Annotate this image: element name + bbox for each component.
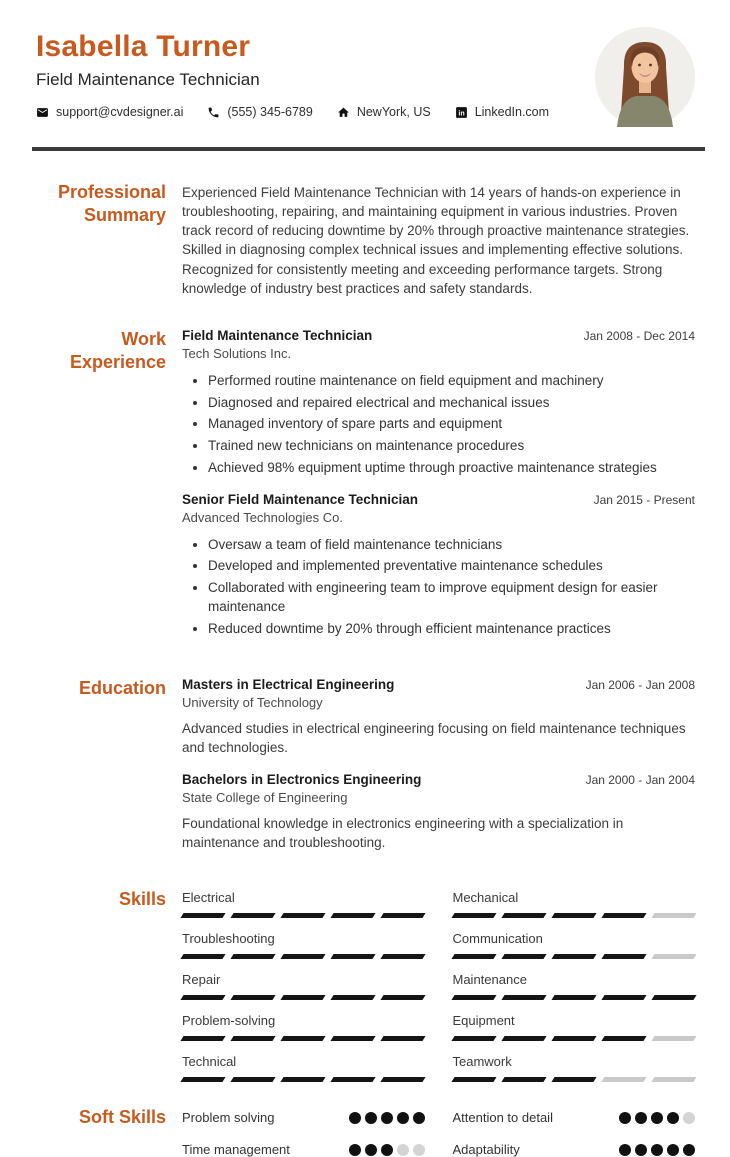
skill-item: [453, 1013, 696, 1041]
job-company: Tech Solutions Inc.: [182, 345, 292, 361]
job-bullet: • Managed inventory of spare parts and equipment: [208, 414, 695, 433]
skill-item: [453, 931, 696, 959]
bar-segment: [551, 913, 596, 918]
bar-segment: [551, 1036, 596, 1041]
summary-body: [182, 181, 695, 298]
skill-item: [453, 1054, 696, 1082]
rating-dot: [635, 1144, 647, 1156]
job-bullet: • Performed routine maintenance on field equipment and machinery: [208, 371, 695, 390]
job-bullet: • Oversaw a team of field maintenance technicians: [208, 535, 695, 554]
soft-skills-grid: [182, 1110, 695, 1157]
skills-column-2: [453, 890, 696, 1082]
bar-segment: [451, 1077, 496, 1082]
soft-skills-column-2: [453, 1110, 696, 1157]
linkedin-icon: [455, 106, 468, 119]
soft-skill-dots: [619, 1112, 695, 1124]
bar-segment: [651, 954, 696, 959]
education-entry: [182, 677, 695, 757]
rating-dot: [381, 1112, 393, 1124]
job-bullet: • Achieved 98% equipment uptime through proactive maintenance strategies: [208, 458, 695, 477]
bar-segment: [231, 913, 276, 918]
bar-segment: [331, 1077, 376, 1082]
job-title: Field Maintenance Technician: [182, 327, 373, 343]
skill-level-bar: [453, 954, 696, 959]
bar-segment: [231, 954, 276, 959]
skills-body: [182, 888, 695, 1082]
bar-segment: [331, 995, 376, 1000]
skill-name: Troubleshooting: [182, 931, 275, 947]
skill-level-bar: [453, 995, 696, 1000]
skills-grid: [182, 890, 695, 1082]
soft-skill-name: Adaptability: [452, 1142, 520, 1157]
contact-item-2: [207, 105, 312, 119]
school-name: State College of Engineering: [182, 789, 348, 805]
bar-segment: [231, 1077, 276, 1082]
bar-segment: [501, 1077, 546, 1082]
soft-skill-dots: [349, 1144, 425, 1156]
soft-skill-item: [182, 1110, 425, 1125]
job-bullet: • Reduced downtime by 20% through efficient maintenance practices: [208, 619, 695, 638]
bar-segment: [601, 1036, 646, 1041]
skill-name: Problem-solving: [182, 1013, 276, 1029]
soft-skill-name: Problem solving: [182, 1110, 275, 1126]
bar-segment: [551, 1077, 596, 1082]
skill-name: Technical: [182, 1054, 237, 1070]
school-name: University of Technology: [182, 694, 323, 710]
bar-segment: [180, 913, 225, 918]
resume-header: [36, 30, 695, 127]
section-work-experience: [36, 328, 695, 641]
education-body: [182, 677, 695, 853]
rating-dot: [365, 1112, 377, 1124]
header-divider: [32, 147, 705, 151]
skills-column-1: [182, 890, 425, 1082]
bar-segment: [551, 995, 596, 1000]
bar-segment: [281, 954, 326, 959]
soft-skill-name: Attention to detail: [452, 1110, 553, 1126]
phone-icon: [207, 106, 220, 119]
bar-segment: [601, 995, 646, 1000]
profile-photo: [595, 27, 695, 127]
rating-dot: [635, 1112, 647, 1124]
bar-segment: [601, 1077, 646, 1082]
bar-segment: [281, 1036, 326, 1041]
rating-dot: [667, 1144, 679, 1156]
soft-skill-item: [453, 1142, 696, 1157]
skill-name: Mechanical: [452, 890, 519, 906]
soft-skills-body: [182, 1106, 695, 1157]
job-entry: [182, 492, 695, 638]
contact-text: support@cvdesigner.ai: [56, 105, 184, 120]
job-dates: Jan 2015 - Present: [593, 492, 695, 507]
skill-level-bar: [182, 954, 425, 959]
skill-name: Equipment: [452, 1013, 515, 1029]
skill-level-bar: [453, 913, 696, 918]
skill-item: [182, 890, 425, 918]
bar-segment: [180, 954, 225, 959]
bar-segment: [180, 995, 225, 1000]
degree-title: Masters in Electrical Engineering: [182, 676, 395, 692]
skill-level-bar: [182, 1036, 425, 1041]
svg-text:in: in: [458, 110, 465, 118]
bar-segment: [180, 1036, 225, 1041]
bar-segment: [381, 954, 426, 959]
job-entry-header: [182, 328, 695, 343]
bar-segment: [381, 913, 426, 918]
rating-dot: [349, 1112, 361, 1124]
contact-item-4: [455, 105, 549, 119]
education-dates: Jan 2006 - Jan 2008: [585, 677, 695, 692]
skill-item: [453, 890, 696, 918]
bar-segment: [601, 954, 646, 959]
soft-skill-item: [453, 1110, 696, 1125]
education-entry-header: [182, 677, 695, 692]
section-soft-skills: [36, 1106, 695, 1157]
job-dates: Jan 2008 - Dec 2014: [583, 328, 695, 343]
job-company: Advanced Technologies Co.: [182, 509, 343, 525]
bar-segment: [451, 1036, 496, 1041]
contact-item-3: [337, 105, 431, 119]
candidate-job-title: Field Maintenance Technician: [36, 70, 260, 89]
soft-skill-dots: [349, 1112, 425, 1124]
bar-segment: [331, 1036, 376, 1041]
bar-segment: [231, 1036, 276, 1041]
bar-segment: [651, 913, 696, 918]
skill-level-bar: [182, 1077, 425, 1082]
rating-dot: [651, 1112, 663, 1124]
skill-level-bar: [182, 913, 425, 918]
job-bullet: • Developed and implemented preventative maintenance schedules: [208, 556, 695, 575]
email-icon: [36, 106, 49, 119]
soft-skill-name: Time management: [182, 1142, 290, 1157]
rating-dot: [365, 1144, 377, 1156]
bar-segment: [451, 995, 496, 1000]
candidate-name: Isabella Turner: [36, 30, 251, 63]
bar-segment: [281, 995, 326, 1000]
bar-segment: [231, 995, 276, 1000]
rating-dot: [619, 1112, 631, 1124]
job-title: Senior Field Maintenance Technician: [182, 491, 419, 507]
job-bullet: • Trained new technicians on maintenance procedures: [208, 436, 695, 455]
skill-item: [182, 931, 425, 959]
bar-segment: [381, 995, 426, 1000]
rating-dot: [619, 1144, 631, 1156]
skill-name: Communication: [452, 931, 543, 947]
rating-dot: [413, 1112, 425, 1124]
skill-item: [182, 1054, 425, 1082]
skill-name: Teamwork: [452, 1054, 512, 1070]
bar-segment: [501, 954, 546, 959]
rating-dot: [667, 1112, 679, 1124]
contact-text: LinkedIn.com: [474, 105, 550, 120]
education-description: Advanced studies in electrical engineering focusing on field maintenance techniques and technologies.: [182, 720, 686, 755]
contact-item-1: [36, 105, 183, 119]
soft-skill-dots: [619, 1144, 695, 1156]
bar-segment: [381, 1036, 426, 1041]
bar-segment: [501, 913, 546, 918]
skill-level-bar: [453, 1077, 696, 1082]
home-icon: [337, 106, 350, 119]
rating-dot: [413, 1144, 425, 1156]
section-skills: [36, 888, 695, 1082]
summary-heading: Professional Summary: [57, 182, 166, 226]
header-identity: [36, 30, 549, 119]
education-entry: [182, 772, 695, 852]
experience-heading: Work Experience: [69, 328, 166, 373]
contact-text: (555) 345-6789: [227, 105, 313, 120]
degree-title: Bachelors in Electronics Engineering: [182, 771, 422, 787]
skill-level-bar: [453, 1036, 696, 1041]
soft-skill-item: [182, 1142, 425, 1157]
job-entry-header: [182, 492, 695, 507]
bar-segment: [281, 1077, 326, 1082]
bar-segment: [180, 1077, 225, 1082]
soft-skills-column-1: [182, 1110, 425, 1157]
skill-name: Maintenance: [452, 972, 527, 988]
skill-item: [182, 1013, 425, 1041]
rating-dot: [381, 1144, 393, 1156]
rating-dot: [651, 1144, 663, 1156]
bar-segment: [651, 1036, 696, 1041]
skill-item: [453, 972, 696, 1000]
experience-body: [182, 328, 695, 641]
bar-segment: [331, 954, 376, 959]
bar-segment: [501, 995, 546, 1000]
rating-dot: [397, 1144, 409, 1156]
job-bullet: • Diagnosed and repaired electrical and mechanical issues: [208, 393, 695, 412]
education-dates: Jan 2000 - Jan 2004: [585, 772, 695, 787]
rating-dot: [683, 1112, 695, 1124]
skill-name: Electrical: [182, 890, 235, 906]
bar-segment: [501, 1036, 546, 1041]
education-heading: Education: [78, 677, 166, 698]
skill-name: Repair: [182, 972, 221, 988]
contact-row: [36, 105, 549, 119]
bar-segment: [331, 913, 376, 918]
skill-level-bar: [182, 995, 425, 1000]
bar-segment: [551, 954, 596, 959]
bar-segment: [651, 995, 696, 1000]
rating-dot: [683, 1144, 695, 1156]
bar-segment: [601, 913, 646, 918]
woman-portrait-illustration: [595, 27, 695, 127]
rating-dot: [349, 1144, 361, 1156]
section-education: [36, 677, 695, 853]
job-bullet-list: [182, 535, 695, 638]
bar-segment: [451, 913, 496, 918]
education-description: Foundational knowledge in electronics engineering with a specialization in maintenance and troubleshooting.: [182, 815, 624, 850]
summary-text: Experienced Field Maintenance Technician with 14 years of hands-on experience in troubleshooting, repairing, and maintaining equipment in various industries. Proven track record of reducing downtime by 20% through proactive maintenance strategies. Skilled in diagnosing complex technical issues and implementing effective solutions. Recognized for consistently meeting and exceeding performance targets. Strong knowledge of industry best practices and safety standards.: [182, 185, 690, 296]
bar-segment: [281, 913, 326, 918]
rating-dot: [397, 1112, 409, 1124]
skills-heading: Skills: [118, 889, 166, 910]
bar-segment: [381, 1077, 426, 1082]
skill-item: [182, 972, 425, 1000]
education-entry-header: [182, 772, 695, 787]
bar-segment: [451, 954, 496, 959]
job-bullet: • Collaborated with engineering team to improve equipment design for easier maintenance: [208, 578, 695, 616]
job-bullet-list: [182, 371, 695, 477]
contact-text: NewYork, US: [356, 105, 431, 120]
soft-skills-heading: Soft Skills: [78, 1107, 166, 1128]
section-professional-summary: [36, 181, 695, 298]
job-entry: [182, 328, 695, 477]
bar-segment: [651, 1077, 696, 1082]
